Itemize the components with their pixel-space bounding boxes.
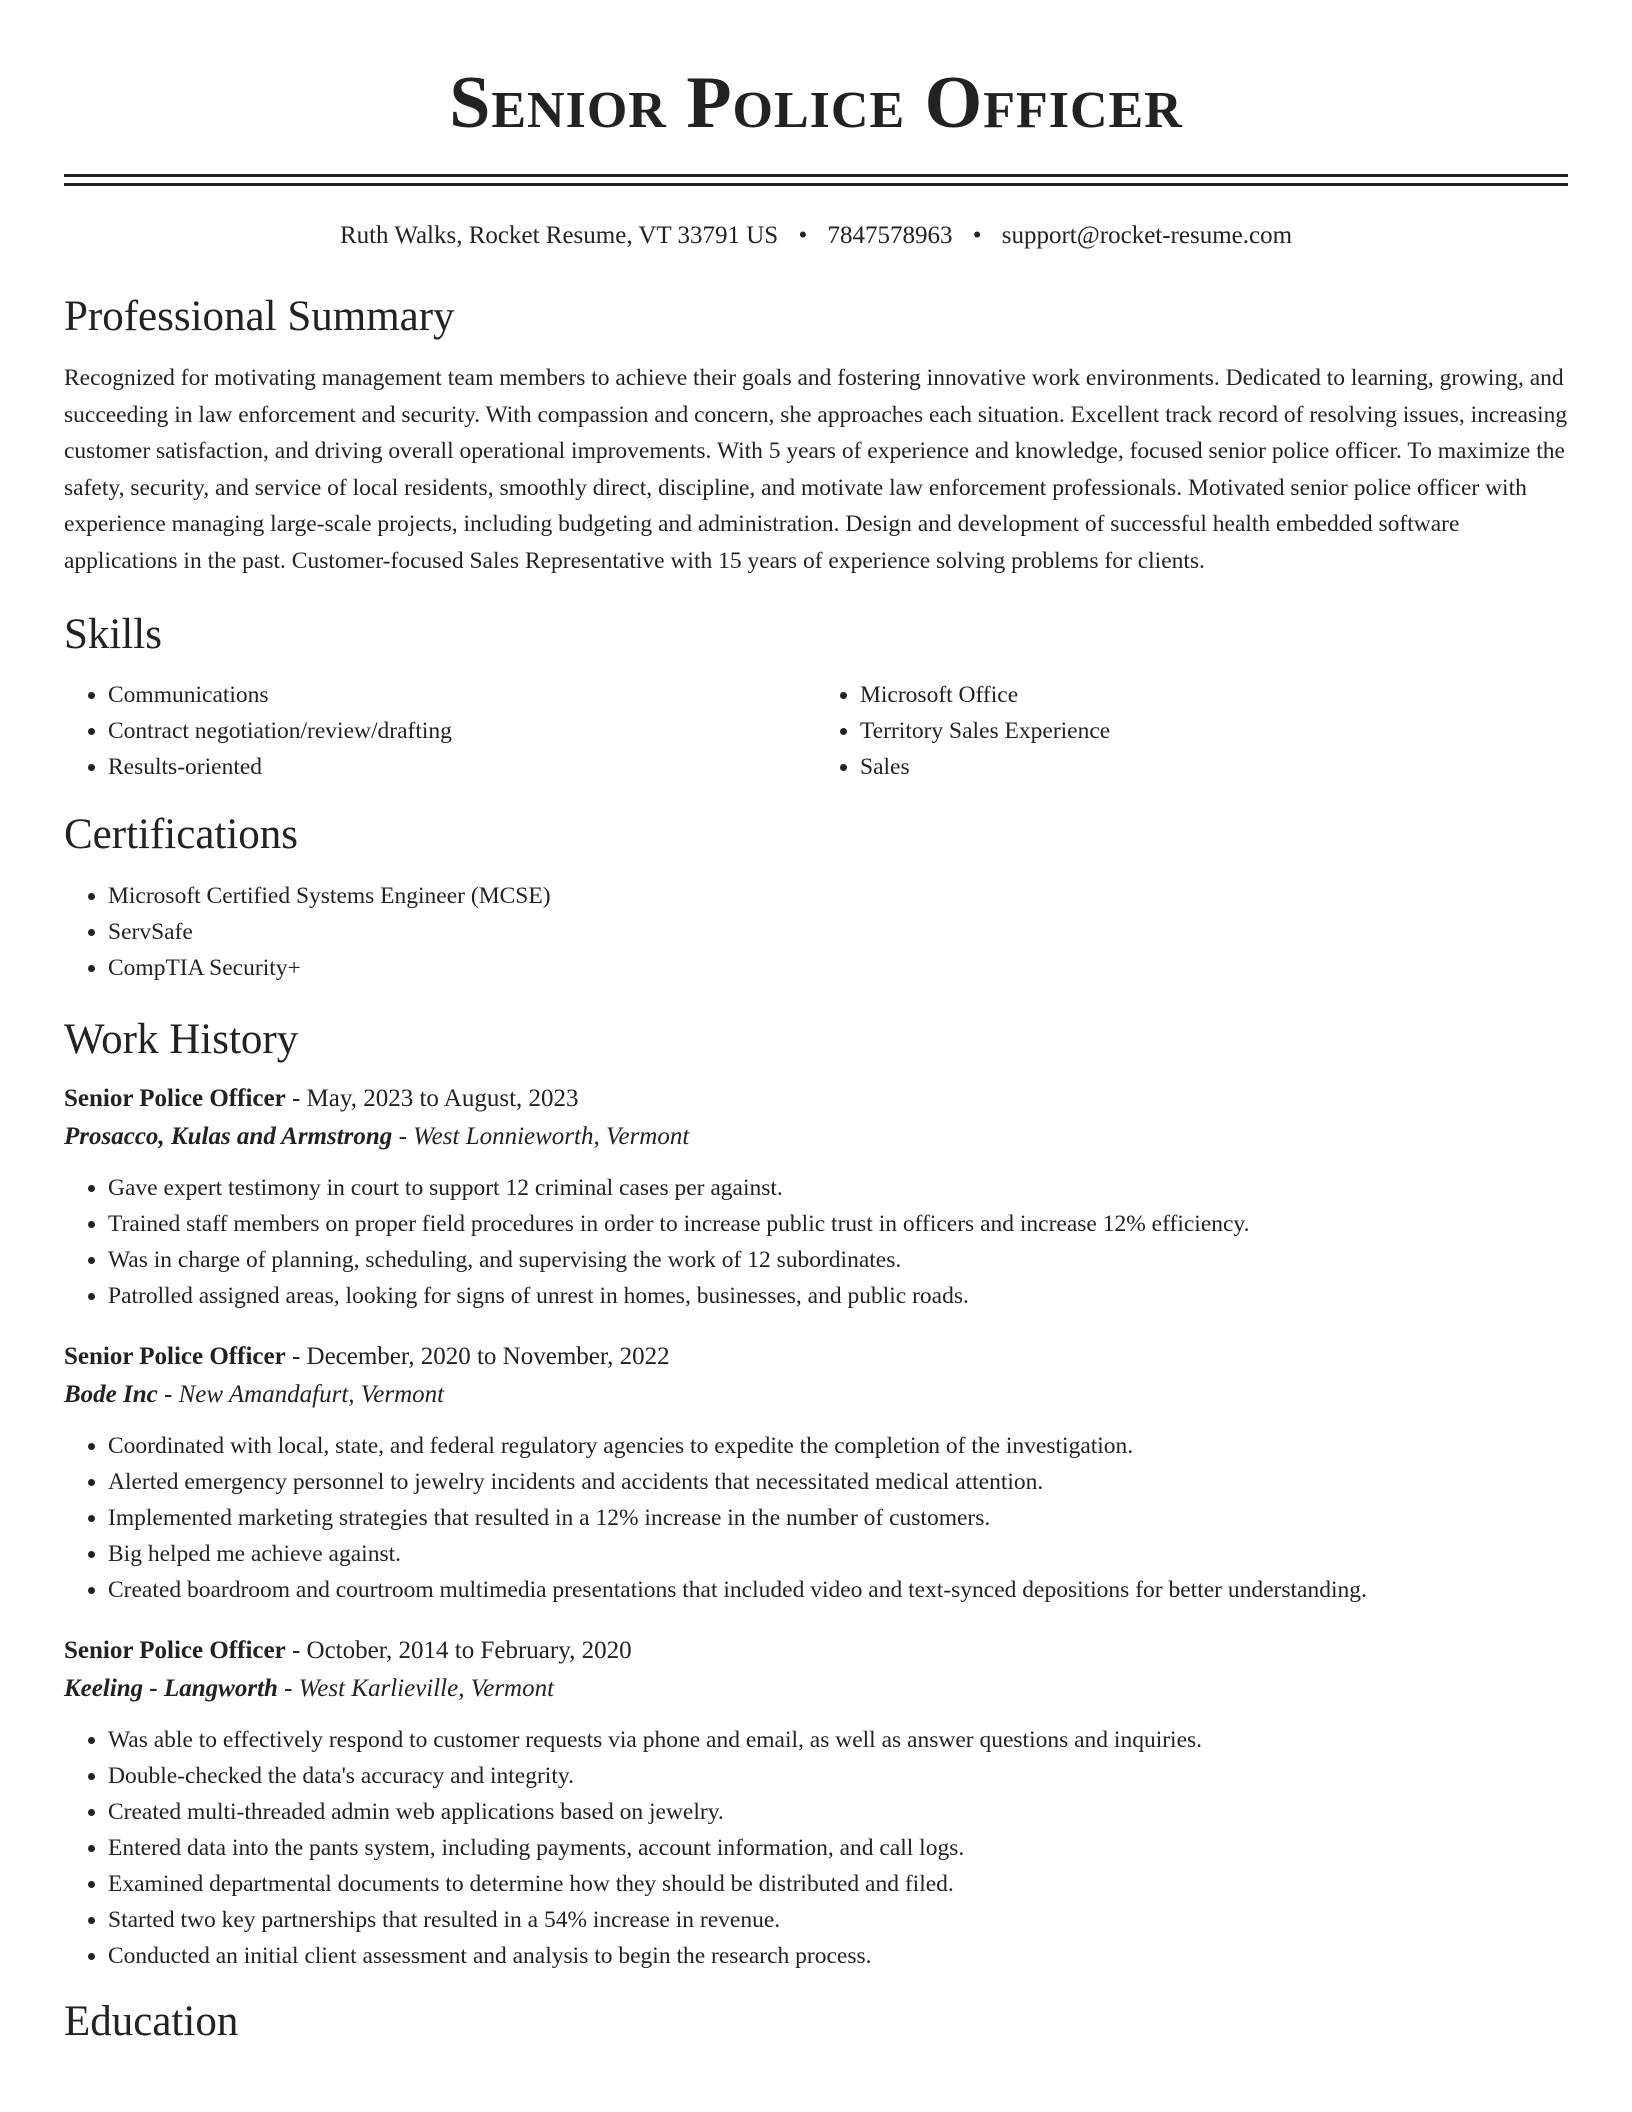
skill-item: • Sales	[860, 749, 1568, 785]
job-dates: - May, 2023 to August, 2023	[285, 1084, 579, 1112]
job-role: Senior Police Officer	[64, 1342, 286, 1370]
job-bullets	[64, 1428, 1568, 1608]
certification-item: • Microsoft Certified Systems Engineer (MCSE)	[108, 878, 1568, 914]
job-entry	[64, 1338, 1568, 1608]
job-location: - New Amandafurt, Vermont	[157, 1380, 445, 1408]
job-company-line	[64, 1376, 1568, 1414]
title-divider	[64, 174, 1568, 186]
contact-address: Ruth Walks, Rocket Resume, VT 33791 US	[339, 222, 779, 249]
job-heading	[64, 1338, 1568, 1376]
job-heading	[64, 1632, 1568, 1670]
job-bullet: • Was in charge of planning, scheduling, and supervising the work of 12 subordinates.	[108, 1242, 1568, 1278]
job-bullet: • Double-checked the data's accuracy and integrity.	[108, 1758, 1568, 1794]
job-bullet: • Was able to effectively respond to customer requests via phone and email, as well as answer questions and inquiries.	[108, 1722, 1568, 1758]
job-bullet: • Examined departmental documents to determine how they should be distributed and filed.	[108, 1866, 1568, 1902]
job-bullet: • Implemented marketing strategies that resulted in a 12% increase in the number of customers.	[108, 1500, 1568, 1536]
summary-text: Recognized for motivating management team members to achieve their goals and fostering innovative work environments. Dedicated to learning, growing, and succeeding in law enforcement and security. With compassion and concern, she approaches each situation. Excellent track record of resolving issues, increasing customer satisfaction, and driving overall operational improvements. With 5 years of experience and knowledge, focused senior police officer. To maximize the safety, security, and service of local residents, smoothly direct, discipline, and motivate law enforcement professionals. Motivated senior police officer with experience managing large-scale projects, including budgeting and administration. Design and development of successful health embedded software applications in the past. Customer-focused Sales Representative with 15 years of experience solving problems for clients.	[64, 365, 1568, 574]
job-company: Keeling - Langworth	[64, 1674, 278, 1702]
skill-item: • Contract negotiation/review/drafting	[108, 713, 816, 749]
job-role: Senior Police Officer	[64, 1636, 286, 1664]
divider-line-top	[64, 174, 1568, 177]
job-company: Bode Inc	[64, 1380, 158, 1408]
summary-heading: Professional Summary	[64, 292, 455, 340]
job-location: - West Karlieville, Vermont	[277, 1674, 555, 1702]
skill-item: • Results-oriented	[108, 749, 816, 785]
job-dates: - December, 2020 to November, 2022	[285, 1342, 670, 1370]
job-role: Senior Police Officer	[64, 1084, 286, 1112]
contact-email: support@rocket-resume.com	[1001, 222, 1293, 249]
job-bullet: • Gave expert testimony in court to support 12 criminal cases per against.	[108, 1170, 1568, 1206]
resume-title: Senior Police Officer	[449, 62, 1183, 144]
job-bullet: • Conducted an initial client assessment and analysis to begin the research process.	[108, 1938, 1568, 1974]
job-dates: - October, 2014 to February, 2020	[285, 1636, 632, 1664]
skills-column-left	[64, 677, 816, 785]
job-bullet: • Patrolled assigned areas, looking for signs of unrest in homes, businesses, and public roads.	[108, 1278, 1568, 1314]
certification-item: • ServSafe	[108, 914, 1568, 950]
job-company-line	[64, 1670, 1568, 1708]
skills-heading: Skills	[64, 611, 162, 659]
job-bullet: • Entered data into the pants system, including payments, account information, and call logs.	[108, 1830, 1568, 1866]
job-company-line	[64, 1118, 1568, 1156]
work-history-heading: Work History	[64, 1016, 299, 1064]
job-bullet: • Coordinated with local, state, and federal regulatory agencies to expedite the completion of the investigation.	[108, 1428, 1568, 1464]
contact-phone: 7847578963	[827, 222, 953, 249]
job-location: - West Lonnieworth, Vermont	[392, 1122, 690, 1150]
certifications-list	[64, 878, 1568, 986]
job-bullets	[64, 1722, 1568, 1974]
skills-list	[64, 677, 1568, 785]
job-bullets	[64, 1170, 1568, 1314]
job-bullet: • Big helped me achieve against.	[108, 1536, 1568, 1572]
job-bullet: • Alerted emergency personnel to jewelry incidents and accidents that necessitated medical attention.	[108, 1464, 1568, 1500]
divider-line-bottom	[64, 183, 1568, 186]
job-company: Prosacco, Kulas and Armstrong	[64, 1122, 393, 1150]
skill-item: • Microsoft Office	[860, 677, 1568, 713]
job-bullet: • Trained staff members on proper field procedures in order to increase public trust in officers and increase 12% efficiency.	[108, 1206, 1568, 1242]
contact-separator: •	[972, 222, 982, 249]
job-entry	[64, 1632, 1568, 1974]
job-bullet: • Started two key partnerships that resulted in a 54% increase in revenue.	[108, 1902, 1568, 1938]
skills-column-right	[816, 677, 1568, 785]
job-entry	[64, 1080, 1568, 1314]
contact-line	[64, 220, 1568, 253]
education-heading: Education	[64, 1997, 239, 2045]
contact-separator: •	[798, 222, 808, 249]
skill-item: • Communications	[108, 677, 816, 713]
skill-item: • Territory Sales Experience	[860, 713, 1568, 749]
job-bullet: • Created multi-threaded admin web applications based on jewelry.	[108, 1794, 1568, 1830]
job-heading	[64, 1080, 1568, 1118]
job-bullet: • Created boardroom and courtroom multimedia presentations that included video and text-synced depositions for better understanding.	[108, 1572, 1568, 1608]
certifications-heading: Certifications	[64, 810, 299, 858]
certification-item: • CompTIA Security+	[108, 950, 1568, 986]
